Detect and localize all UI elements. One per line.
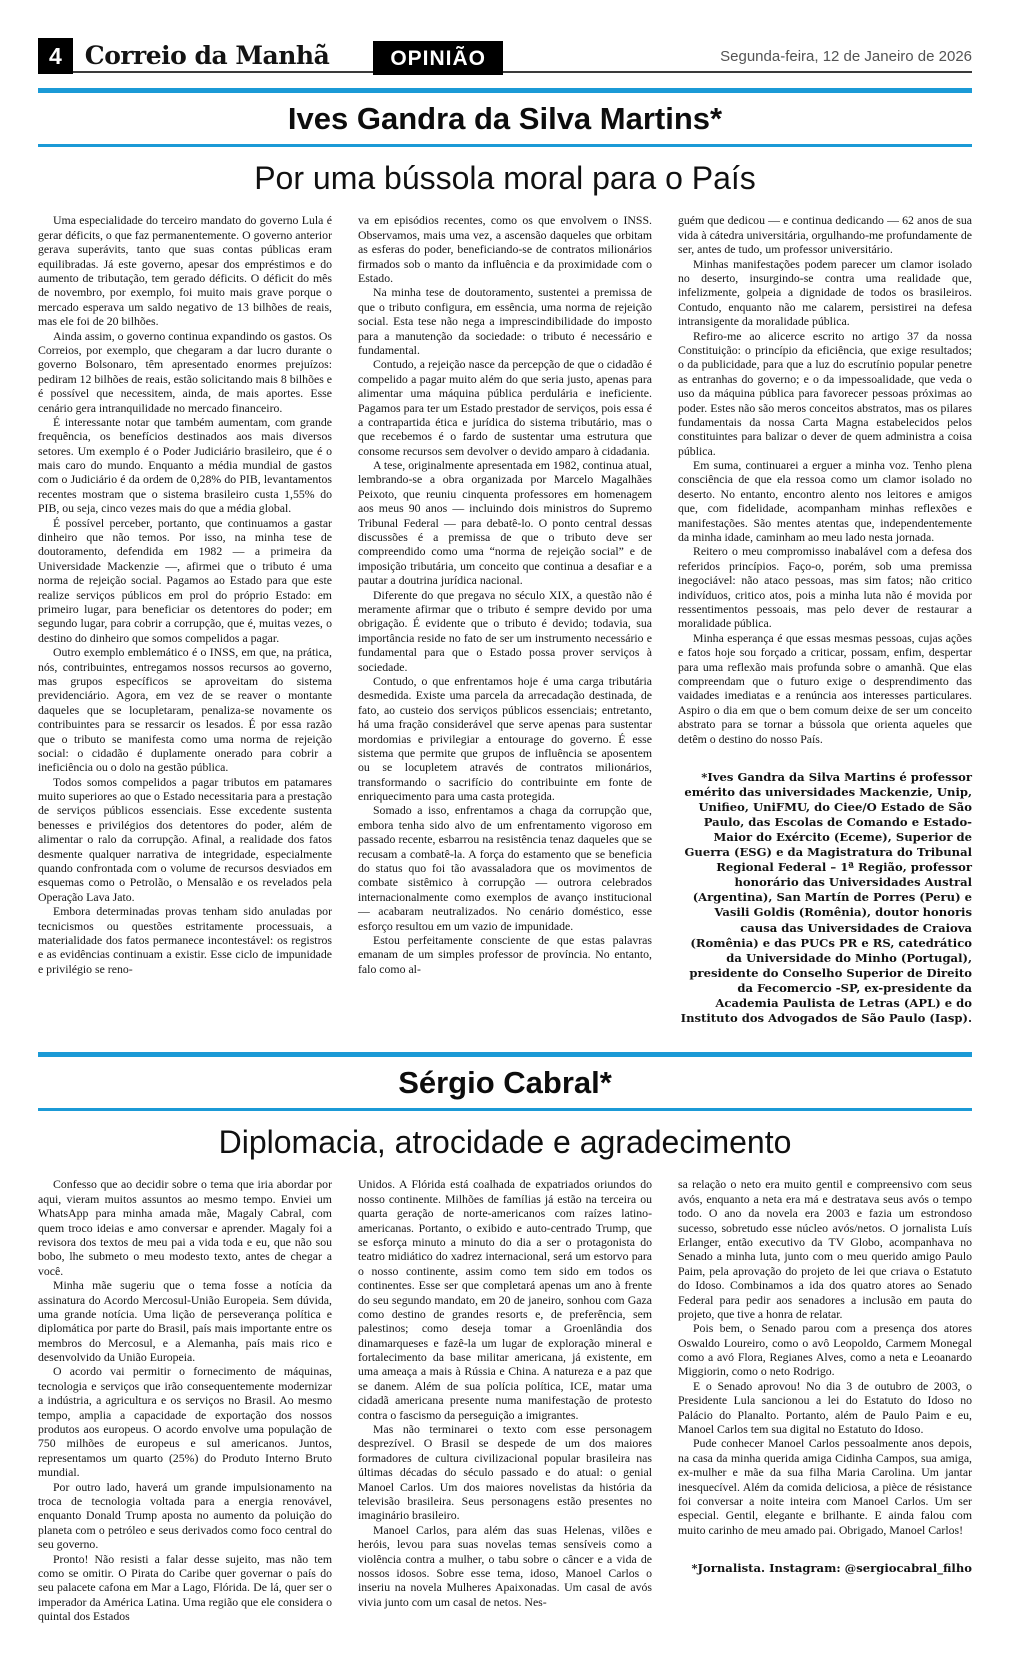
body-paragraph: Minha mãe sugeriu que o tema fosse a notícia da assinatura do Acordo Mercosul-União Europeia. Sem dúvida, uma grande notícia. Uma lição de perseverança política e diplomática por parte do Brasil, país mais importante entre os membros do Mercosul, e a Alemanha, país mais rico e desenvolvido da União Europeia. bbox=[38, 1278, 332, 1365]
page-number-badge bbox=[38, 38, 73, 74]
body-paragraph: Minhas manifestações podem parecer um clamor isolado no deserto, insurgindo-se contra uma realidade que, infelizmente, golpeia a dignidade de todos os brasileiros. Contudo, enquanto não me calarem, persistirei na defesa intransigente da moralidade pública. bbox=[678, 256, 972, 329]
body-paragraph: Embora determinadas provas tenham sido anuladas por tecnicismos ou questões estritamente processuais, a materialidade dos fatos permanece incontestável: os registros e as evidências continuam a existir. Esse ciclo de impunidade e privilégio se reno- bbox=[38, 904, 332, 976]
body-paragraph: O acordo vai permitir o fornecimento de máquinas, tecnologia e serviços que irão consequentemente modernizar a indústria, a agricultura e os serviços no Brasil. Ao mesmo tempo, amplia a capacidade de exportação dos nossos produtos aos europeus. O acordo envolve uma população de 750 milhões de europeus e sul americanos. Juntos, representamos um quarto (25%) do Produto Interno Bruto mundial. bbox=[38, 1364, 332, 1480]
body-paragraph: Pois bem, o Senado parou com a presença dos atores Oswaldo Loureiro, como o avô Leopoldo, Carmem Monegal como a avó Flora, Regianes Alves, como a neta e Leoanardo Miggiorin, como o neto Rodrigo. bbox=[678, 1321, 972, 1379]
body-paragraph: Na minha tese de doutoramento, sustentei a premissa de que o tributo configura, em essência, uma norma de rejeição social. Esta tese não nega a imprescindibilidade do imposto para a manutenção da sociedade: o tributo é necessário e fundamental. bbox=[358, 285, 652, 357]
body-paragraph: Manoel Carlos, para além das suas Helenas, vilões e heróis, levou para suas novelas temas sensíveis como a violência contra a mulher, o tabu sobre o câncer e a vida de nossos idosos. Sobre esse tema, idoso, Manoel Carlos o inseriu na novela Mulheres Apaixonadas. Um casal de avós vivia junto com um casal de netos. Nes- bbox=[358, 1522, 652, 1609]
page-date: Segunda-feira, 12 de Janeiro de 2026 bbox=[720, 48, 972, 65]
article-2-author: Sérgio Cabral* bbox=[398, 1064, 612, 1100]
article-1-headline: Por uma bússola moral para o País bbox=[254, 159, 756, 196]
masthead: Correio da Manhã bbox=[84, 41, 330, 70]
article-1 bbox=[38, 88, 972, 1026]
body-paragraph: Mas não terminarei o texto com esse personagem desprezível. O Brasil se despede de um dos maiores formadores de cultura civilizacional popular brasileira nas últimas décadas do século passado e do atual: o genial Manoel Carlos. Um dos maiores novelistas da história da televisão brasileira. Seus personagens estão presentes no imaginário brasileiro. bbox=[358, 1422, 652, 1523]
article-column bbox=[358, 1177, 652, 1609]
body-paragraph: Minha esperança é que essas mesmas pessoas, cujas ações e fatos hoje sou forçado a criticar, possam, enfim, despertar para uma reflexão mais profunda sobre o amanhã. Que elas compreendam que o futuro exige o desprendimento das vaidades imediatas e a renúncia aos interesses particulares. Aspiro o dia em que o bem comum deixe de ser um conceito abstrato para se tornar a bússola que orienta aqueles que detêm o destino do nosso País. bbox=[678, 630, 972, 746]
body-paragraph: Todos somos compelidos a pagar tributos em patamares muito superiores ao que o Estado necessitaria para a prestação de serviços públicos essenciais. Esse excedente sustenta benesses e privilégios dos detentores do poder, além de alimentar o ralo da corrupção. Afinal, a realidade dos fatos desmente qualquer narrativa de integridade, especialmente quando confrontada com o volume de recursos desviados em esquemas como o Petrolão, o Mensalão e os revelados pela Operação Lava Jato. bbox=[38, 774, 332, 904]
author-bio: *Jornalista. Instagram: @sergiocabral_filho bbox=[691, 1561, 972, 1576]
body-paragraph: Reitero o meu compromisso inabalável com a defesa dos referidos princípios. Faço-o, porém, sob uma premissa inegociável: não ataco pessoas, mas sim fatos; não critico indivíduos, critico atos, pois a minha luta não é movida por ressentimentos pessoais, mas pelo dever de restaurar a moralidade pública. bbox=[678, 544, 972, 631]
body-paragraph: Ainda assim, o governo continua expandindo os gastos. Os Correios, por exemplo, que chegaram a dar lucro durante o governo Bolsonaro, têm apresentado enormes prejuízos: pediram 12 bilhões de reais, estão solicitando mais 8 bilhões e é possível que necessitem, ainda, de mais aportes. Esse cenário gera intranquilidade no mercado financeiro. bbox=[38, 328, 332, 415]
body-paragraph: Estou perfeitamente consciente de que estas palavras emanam de um simples professor de província. No entanto, falo como al- bbox=[358, 932, 652, 976]
section-name: OPINIÃO bbox=[390, 47, 486, 70]
divider-rule-thin bbox=[38, 144, 972, 147]
body-paragraph: Em suma, continuarei a erguer a minha voz. Tenho plena consciência de que ela ressoa como um clamor isolado no deserto. No entanto, encontro alento nos leitores e amigos que, com fidelidade, acompanham minhas reflexões e manifestações. São mentes atentas que, independentemente da minha idade, caminham ao meu lado nesta jornada. bbox=[678, 458, 972, 545]
article-column bbox=[678, 1177, 972, 1576]
article-column bbox=[678, 213, 972, 1026]
body-paragraph: É possível perceber, portanto, que continuamos a gastar dinheiro que não temos. Por isso, na minha tese de doutoramento, defendida em 1982 — a primeira da Universidade Mackenzie —, afirmei que o tributo é uma norma de rejeição social. Pagamos ao Estado para que este realize serviços públicos em prol do próprio Estado: em primeiro lugar, para beneficiar os detentores do poder; em segundo lugar, para cobrir a corrupção, que é, muitas vezes, o destino do dinheiro que somos compelidos a pagar. bbox=[38, 515, 332, 645]
article-1-author: Ives Gandra da Silva Martins* bbox=[287, 101, 723, 136]
body-paragraph: sa relação o neto era muito gentil e compreensivo com seus avós, enquanto a neta era má e destratava seus avós o tempo todo. O ano da novela era 2003 e fazia um estrondoso sucesso, sobretudo esse núcleo avós/netos. O jornalista Luís Erlanger, então executivo da TV Globo, acompanhava no Senado a minha luta, junto com o meu querido amigo Paulo Paim, pela aprovação do projeto de lei que criava o Estatuto do Idoso. Combinamos a ida dos quatro atores ao Senado Federal para pedir aos senadores a inclusão em pauta do projeto, que tive a honra de relatar. bbox=[678, 1177, 972, 1321]
page-header bbox=[38, 38, 972, 73]
article-2-body bbox=[38, 1177, 972, 1623]
body-paragraph: Pude conhecer Manoel Carlos pessoalmente anos depois, na casa da minha querida amiga Cidinha Campos, sua amiga, ex-mulher e mãe da sua filha Maria Carolina. Um jantar inesquecível. Além da comida deliciosa, a pièce de résistance foi conversar a noite inteira com Manoel Carlos. Um ser especial. Gentil, elegante e brilhante. E ainda falou com muito carinho de meu amado pai. Obrigado, Manoel Carlos! bbox=[678, 1436, 972, 1537]
body-paragraph: E o Senado aprovou! No dia 3 de outubro de 2003, o Presidente Lula sancionou a lei do Estatuto do Idoso no Palácio do Planalto. Portanto, além de Paulo Paim e eu, Manoel Carlos tem sua digital no Estatuto do Idoso. bbox=[678, 1378, 972, 1437]
article-1-body bbox=[38, 213, 972, 1026]
article-column bbox=[38, 1177, 332, 1623]
body-paragraph: Contudo, a rejeição nasce da percepção de que o cidadão é compelido a pagar muito além do que seria justo, apenas para alimentar uma máquina pública perdulária e ineficiente. Pagamos para ter um Estado prestador de serviços, pois essa é a contrapartida ética e jurídica do sistema tributário, mas o que recebemos é o fardo de sustentar uma estrutura que consome recursos sem devolver o devido amparo à cidadania. bbox=[358, 357, 652, 458]
body-paragraph: Unidos. A Flórida está coalhada de expatriados oriundos do nosso continente. Milhões de famílias já estão na terceira ou quarta geração de norte-americanos com raízes latino-americanas. Portanto, o exibido e auto-centrado Trump, que se esforça minuto a minuto do dia a ser o protagonista do teatro midiático do xadrez internacional, será um estorvo para o nosso continente, assim como tem sido em todos os continentes. Esse ser que completará apenas um ano à frente do seu segundo mandato, em 20 de janeiro, sonhou com Gaza como destino de grandes resorts e, de preferência, sem palestinos; como deseja tomar a Groenlândia dos dinamarqueses e fazê-la um lugar de exploração mineral e fortalecimento da base militar americana, já existente, em uma ameaça a mais à Rússia e China. A natureza e a paz que se danem. Além de sua polícia política, ICE, matar uma cidadã americana presente numa manifestação de protesto contra o fascismo da perseguição a imigrantes. bbox=[358, 1177, 652, 1422]
body-paragraph: Somado a isso, enfrentamos a chaga da corrupção que, embora tenha sido alvo de um enfrentamento vigoroso em passado recente, esbarrou na resistência tenaz daqueles que se recusam a combatê-la. A força do estamento que se beneficia do status quo foi tão avassaladora que os movimentos de combate sistêmico à corrupção — outrora celebrados internacionalmente como exemplos de avanço institucional — acabaram neutralizados. No cenário doméstico, esse esforço resultou em um vazio de impunidade. bbox=[358, 803, 652, 933]
divider-rule-thick bbox=[38, 1052, 972, 1057]
body-paragraph: A tese, originalmente apresentada em 1982, continua atual, lembrando-se a obra organizada por Marcelo Magalhães Peixoto, que reuniu cinquenta professores em homenagem aos meus 90 anos — incluindo dois ministros do Supremo Tribunal Federal — para debatê-lo. O ponto central dessas discussões é a premissa de que o tributo deve ser compreendido como uma “norma de rejeição social” e de imposição tributária, um conceito que continua a desafiar e a pautar a doutrina jurídica nacional. bbox=[358, 458, 652, 588]
body-paragraph: Outro exemplo emblemático é o INSS, em que, na prática, nós, contribuintes, entregamos nossos recursos ao governo, mas grupos específicos se aproveitam do sistema previdenciário. Agora, em vez de se reaver o montante daqueles que se locupletaram, penaliza-se novamente os contribuintes para se ressarcir os lesados. É por essa razão que o tributo se manifesta como uma norma de rejeição social: o cidadão é duplamente onerado para cobrir a ineficiência ou o dolo na gestão pública. bbox=[38, 645, 332, 775]
body-paragraph: guém que dedicou — e continua dedicando — 62 anos de sua vida à cátedra universitária, orgulhando-me profundamente de ser, antes de tudo, um professor universitário. bbox=[678, 213, 972, 257]
article-2-headline: Diplomacia, atrocidade e agradecimento bbox=[218, 1123, 792, 1160]
article-column bbox=[358, 213, 652, 976]
body-paragraph: va em episódios recentes, como os que envolvem o INSS. Observamos, mais uma vez, a ascensão daqueles que orbitam as esferas do poder, beneficiando-se de contratos milionários firmados sob o manto da influência e da proximidade com o Estado. bbox=[358, 213, 652, 285]
author-bio: *Ives Gandra da Silva Martins é professor emérito das universidades Mackenzie, Unip, Unifieo, UniFMU, do Ciee/O Estado de São Paulo, das Escolas de Comando e Estado-Maior do Exército (Eceme), Superior de Guerra (ESG) e da Magistratura do Tribunal Regional Federal – 1ª Região, professor honorário das Universidades Austral (Argentina), San Martín de Porres (Peru) e Vasili Goldis (Romênia), doutor honoris causa das Universidades de Craiova (Romênia) e das PUCs PR e RS, catedrático da Universidade do Minho (Portugal), presidente do Conselho Superior de Direito da Fecomercio -SP, ex-presidente da Academia Paulista de Letras (APL) e do Instituto dos Advogados de São Paulo (Iasp). bbox=[680, 769, 972, 1025]
body-paragraph: Confesso que ao decidir sobre o tema que iria abordar por aqui, vieram muitos assuntos ao mesmo tempo. Enviei um WhatsApp para minha amada mãe, Magaly Cabral, com quem troco ideias e amo conversar e aprender. Magaly foi a revisora dos textos de meu pai a vida toda e eu, que não sou bobo, lhe submeto o meu modesto texto, antes de chegar a você. bbox=[38, 1177, 332, 1278]
page-header-left bbox=[38, 38, 503, 71]
page-number: 4 bbox=[49, 43, 62, 69]
divider-rule-thick bbox=[38, 88, 972, 93]
body-paragraph: Pronto! Não resisti a falar desse sujeito, mas não tem como se omitir. O Pirata do Caribe quer governar o país do seu palacete cafona em Mar a Lago, Flórida. De lá, quer ser o imperador da América Latina. Uma região que ele considera o quintal dos Estados bbox=[38, 1551, 332, 1624]
body-paragraph: Refiro-me ao alicerce escrito no artigo 37 da nossa Constituição: o princípio da eficiência, que exige resultados; o da publicidade, para que a luz do escrutínio popular penetre as entranhas do governo; e o da impessoalidade, que veda o uso da máquina pública para favorecer pessoas próximas ao poder. Estes não são meros conceitos abstratos, mas os pilares fundamentais da nossa Carta Magna estabelecidos pelos constituintes para balizar o dever de quem administra a coisa pública. bbox=[678, 328, 972, 458]
body-paragraph: Diferente do que pregava no século XIX, a questão não é meramente afirmar que o tributo é sempre devido por uma obrigação. É evidente que o tributo é devido; todavia, sua importância reside no fato de ser um instrumento necessário e fundamental para que o Estado possa prover serviços à sociedade. bbox=[358, 587, 652, 674]
body-paragraph: É interessante notar que também aumentam, com grande frequência, os benefícios destinados aos mais diversos setores. Um exemplo é o Poder Judiciário brasileiro, que é o mais caro do mundo. Enquanto a média mundial de gastos com o Judiciário é da ordem de 0,28% do PIB, levantamentos recentes mostram que o sistema brasileiro custa 1,55% do PIB, ou seja, cinco vezes mais do que a média global. bbox=[38, 414, 332, 516]
body-paragraph: Por outro lado, haverá um grande impulsionamento na troca de tecnologia voltada para a energia renovável, enquanto Donald Trump aposta no aumento da poluição do planeta com o petróleo e seus derivados como foco central do seu governo. bbox=[38, 1479, 332, 1552]
body-paragraph: Contudo, o que enfrentamos hoje é uma carga tributária desmedida. Existe uma parcela da arrecadação destinada, de fato, ao custeio dos serviços públicos essenciais; entretanto, há uma fração considerável que serve apenas para sustentar mordomias e privilegiar a entourage do governo. É esse sistema que permite que grupos de influência se aposentem ou se locupletem através de contratos milionários, transformando o sacrifício do contribuinte em fonte de enriquecimento para uma casta protegida. bbox=[358, 673, 652, 804]
divider-rule-thin bbox=[38, 1108, 972, 1111]
section-label bbox=[373, 41, 503, 75]
article-column bbox=[38, 213, 332, 976]
body-paragraph: Uma especialidade do terceiro mandato do governo Lula é gerar déficits, o que faz permanentemente. O governo anterior gerava superávits, tanto que suas contas públicas eram equilibradas. Já este governo, apesar dos empréstimos e do aumento de tributação, tem gerado déficits. O déficit do mês de novembro, por exemplo, foi muito mais grave porque o mercado esperava um saldo negativo de 13 bilhões de reais, mas ele foi de 20 bilhões. bbox=[38, 213, 332, 329]
article-2 bbox=[38, 1052, 972, 1624]
